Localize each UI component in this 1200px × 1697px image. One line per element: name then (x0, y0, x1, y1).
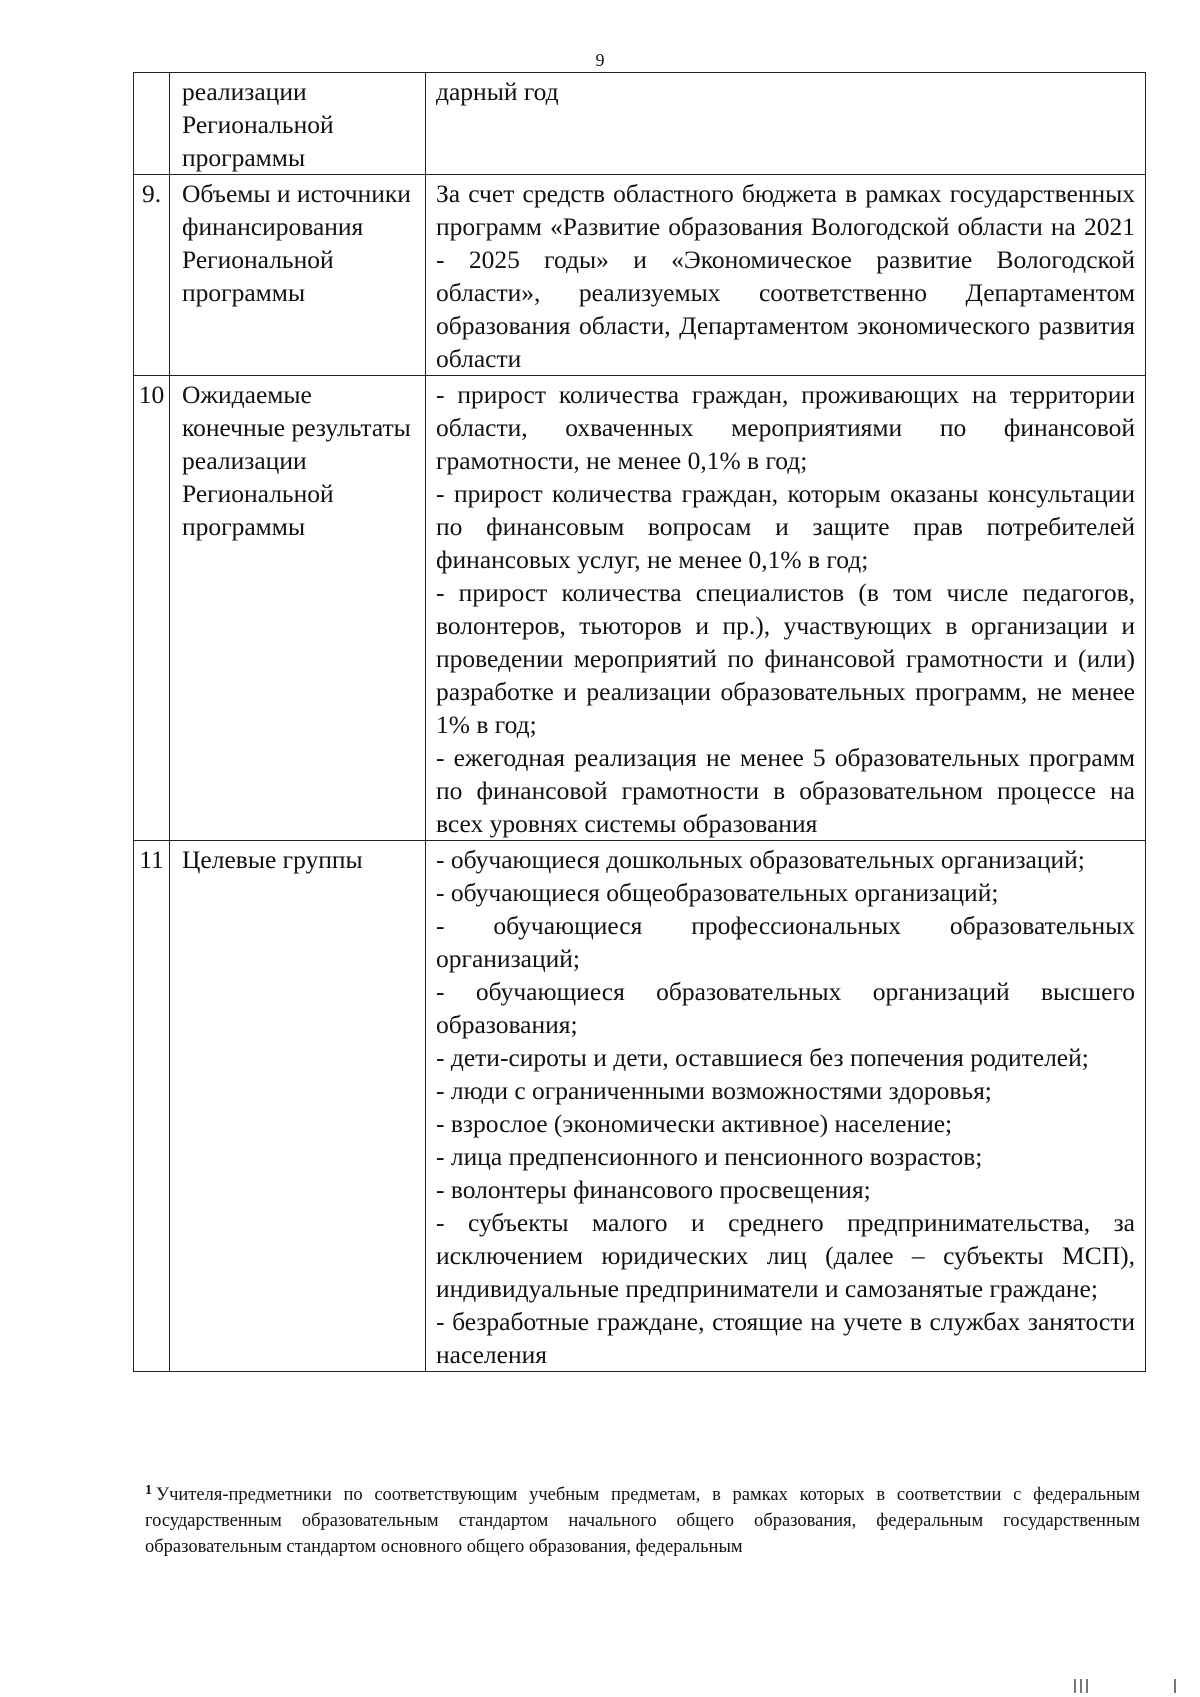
program-passport-table (133, 72, 1146, 1372)
list-item: - дети-сироты и дети, оставшиеся без попечения родителей; (436, 1043, 1089, 1072)
row-content: дарный год (426, 73, 1146, 175)
footnote-mark: 1 (145, 1483, 152, 1498)
list-item: - ежегодная реализация не менее 5 образовательных программ по финансовой грамотности в образовательном процессе на всех уровнях системы образования (436, 743, 1135, 838)
list-item: - взрослое (экономически активное) население; (436, 1109, 953, 1138)
footnote-text: Учителя-предметники по соответствующим учебным предметам, в рамках которых в соответствии с федеральным государственным образовательным стандартом начального общего образования, федеральным государственным образовательным стандартом основного общего образования, федеральным (145, 1485, 1140, 1557)
list-item: - обучающиеся дошкольных образовательных организаций; (436, 845, 1085, 874)
list-item: - обучающиеся общеобразовательных организаций; (436, 878, 999, 907)
scan-artifact-mark (1174, 1679, 1176, 1693)
list-item: - лица предпенсионного и пенсионного возрастов; (436, 1142, 983, 1171)
row-number (134, 73, 170, 175)
list-item: - обучающиеся образовательных организаций высшего образования; (436, 977, 1135, 1039)
list-item: - обучающиеся профессиональных образовательных организаций; (436, 911, 1135, 973)
row-number: 11 (134, 841, 170, 1372)
list-item: - люди с ограниченными возможностями здоровья; (436, 1076, 992, 1105)
page-number: 9 (595, 50, 605, 70)
list-item: - волонтеры финансового просвещения; (436, 1175, 871, 1204)
scan-artifact-mark (1080, 1679, 1082, 1693)
list-item: - прирост количества специалистов (в том числе педагогов, волонтеров, тьюторов и пр.), участвующих в организации и проведении мероприятий по финансовой грамотности и (или) разработке и реализации образовательных программ, не менее 1% в год; (436, 578, 1135, 739)
row-name: Целевые группы (170, 841, 426, 1372)
row-content: За счет средств областного бюджета в рамках государственных программ «Развитие образования Вологодской области на 2021 - 2025 годы» и «Экономическое развитие Вологодской области», реализуемых соответственно Департаментом образования области, Департаментом экономического развития области (426, 175, 1146, 376)
list-item: - безработные граждане, стоящие на учете в службах занятости населения (436, 1307, 1135, 1369)
table-row-continuation (134, 73, 1146, 175)
footnote (145, 1478, 1140, 1560)
row-name: Ожидаемые конечные результаты реализации Региональной программы (170, 376, 426, 841)
list-item: - прирост количества граждан, проживающих на территории области, охваченных мероприятиями по финансовой грамотности, не менее 0,1% в год; (436, 380, 1135, 475)
list-item: - субъекты малого и среднего предпринимательства, за исключением юридических лиц (далее – субъекты МСП), индивидуальные предприниматели и самозанятые граждане; (436, 1208, 1135, 1303)
row-name: Объемы и источники финансирования Региональной программы (170, 175, 426, 376)
table-row-target-groups (134, 841, 1146, 1372)
list-item: - прирост количества граждан, которым оказаны консультации по финансовым вопросам и защите прав потребителей финансовых услуг, не менее 0,1% в год; (436, 479, 1135, 574)
row-content (426, 376, 1146, 841)
row-number: 10 (134, 376, 170, 841)
scan-artifact-mark (1074, 1679, 1076, 1693)
row-content (426, 841, 1146, 1372)
table-row-expected-results (134, 376, 1146, 841)
row-number: 9. (134, 175, 170, 376)
table-row-financing (134, 175, 1146, 376)
scan-artifact-mark (1086, 1679, 1088, 1693)
row-name: реализации Региональной программы (170, 73, 426, 175)
